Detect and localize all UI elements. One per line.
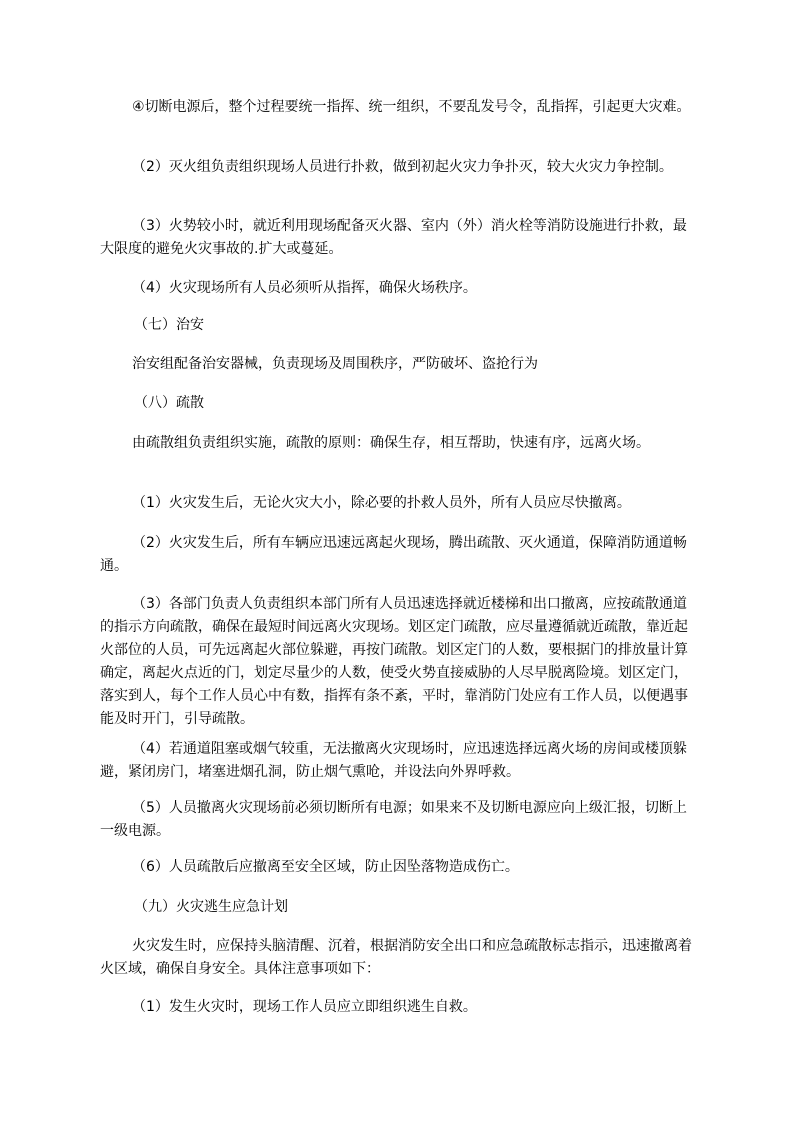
- paragraph-escape-1: （1）发生火灾时，现场工作人员应立即组织逃生自救。: [132, 999, 477, 1015]
- paragraph-evac-5: （5）人员撤离火灾现场前必须切断所有电源；如果来不及切断电源应向上级汇报，切断上一级电源。: [100, 800, 687, 839]
- paragraph-security-team: 治安组配备治安器械，负责现场及周围秩序，严防破坏、盗抢行为: [132, 356, 538, 372]
- section-heading-escape-plan: （九）火灾逃生应急计划: [134, 899, 288, 915]
- section-heading-security: （七）治安: [134, 317, 204, 333]
- paragraph-obey-command: （4）火灾现场所有人员必须听从指挥，确保火场秩序。: [132, 280, 477, 296]
- paragraph-evacuation-principle: 由疏散组负责组织实施，疏散的原则：确保生存，相互帮助，快速有序，远离火场。: [132, 435, 650, 451]
- paragraph-evac-6: （6）人员疏散后应撤离至安全区域，防止因坠落物造成伤亡。: [132, 859, 519, 875]
- paragraph-cut-power: ④切断电源后，整个过程要统一指挥、统一组织，不要乱发号令，乱指挥，引起更大灾难。: [132, 99, 691, 115]
- paragraph-evac-4: （4）若通道阻塞或烟气较重，无法撤离火灾现场时，应迅速选择远离火场的房间或楼顶躲避，紧闭房门，堵塞进烟孔洞，防止烟气熏呛，并设法向外界呼救。: [100, 741, 687, 780]
- section-heading-evacuation: （八）疏散: [134, 395, 204, 411]
- paragraph-evac-3: （3）各部门负责人负责组织本部门所有人员迅速选择就近楼梯和出口撤离，应按疏散通道的指示方向疏散，确保在最短时间远离火灾现场。划区定门疏散，应尽量遵循就近疏散，靠近起火部位的人员，可先远离起火部位躲避，再按门疏散。划区定门的人数，要根据门的排放量计算确定，离起火点近的门，划定尽量少的人数，使受火势直接威胁的人尽早脱离险境。划区定门，落实到人，每个工作人员心中有数，指挥有条不紊，平时，靠消防门处应有工作人员，以便遇事能及时开门，引导疏散。: [100, 596, 688, 727]
- paragraph-escape-intro: 火灾发生时，应保持头脑清醒、沉着，根据消防安全出口和应急疏散标志指示，迅速撤离着火区域，确保自身安全。具体注意事项如下：: [100, 938, 692, 977]
- paragraph-small-fire: （3）火势较小时，就近利用现场配备灭火器、室内（外）消火栓等消防设施进行扑救，最大限度的避免火灾事故的.扩大或蔓延。: [100, 218, 687, 257]
- paragraph-evac-1: （1）火灾发生后，无论火灾大小，除必要的扑救人员外，所有人员应尽快撤离。: [132, 495, 631, 511]
- paragraph-fire-team: （2）灭火组负责组织现场人员进行扑救，做到初起火灾力争扑灭，较大火灾力争控制。: [132, 159, 673, 175]
- paragraph-evac-2: （2）火灾发生后，所有车辆应迅速远离起火现场，腾出疏散、灭火通道，保障消防通道畅通。: [100, 535, 687, 574]
